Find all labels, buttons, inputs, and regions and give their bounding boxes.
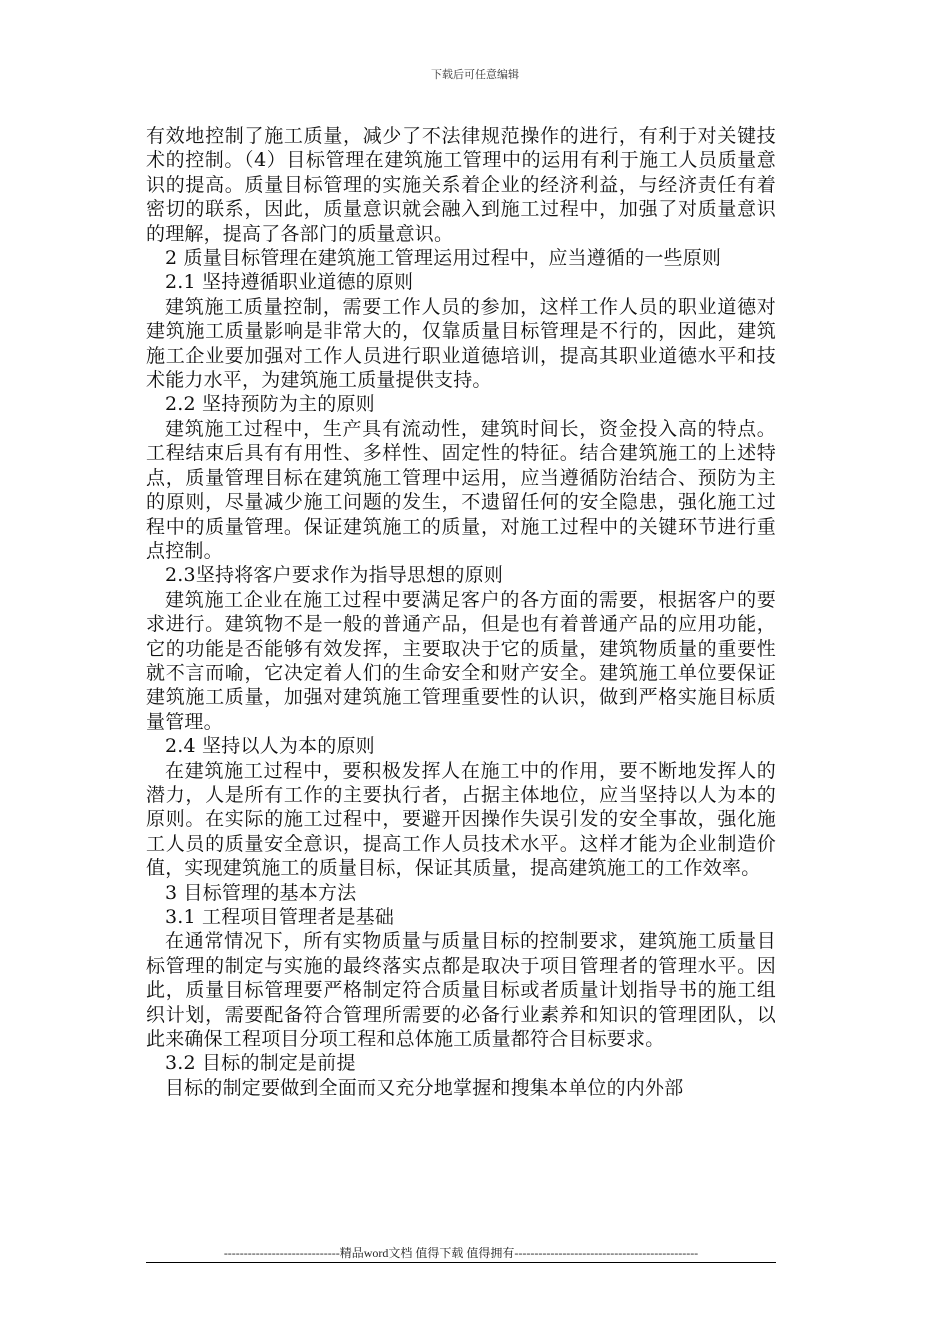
page-footer: -----------------------------精品word文档 值得下载 值得拥有---------------------------------------------- [223, 1246, 699, 1260]
heading-3-1: 3.1 工程项目管理者是基础 [165, 906, 395, 928]
heading-3-2: 3.2 目标的制定是前提 [165, 1052, 356, 1075]
document-body [146, 124, 776, 1100]
paragraph-2-1: 建筑施工质量控制，需要工作人员的参加，这样工作人员的职业道德对建筑施工质量影响是非常大的，仅靠质量目标管理是不行的，因此，建筑施工企业要加强对工作人员进行职业道德培训，提高其职业道德水平和技术能力水平，为建筑施工质量提供支持。 [146, 295, 776, 392]
heading-2-1: 2.1 坚持遵循职业道德的原则 [165, 271, 414, 294]
heading-2-4: 2.4 坚持以人为本的原则 [165, 735, 375, 758]
paragraph-2-4: 在建筑施工过程中，要积极发挥人在施工中的作用，要不断地发挥人的潜力，人是所有工作的主要执行者，占据主体地位，应当坚持以人为本的原则。在实际的施工过程中，要避开因操作失误引发的安全事故，强化施工人员的质量安全意识，提高工作人员技术水平。这样才能为企业制造价值，实现建筑施工的质量目标，保证其质量，提高建筑施工的工作效率。 [146, 759, 776, 880]
paragraph-2-3: 建筑施工企业在施工过程中要满足客户的各方面的需要，根据客户的要求进行。建筑物不是一般的普通产品，但是也有着普通产品的应用功能，它的功能是否能够有效发挥，主要取决于它的质量，建筑物质量的重要性就不言而喻，它决定着人们的生命安全和财产安全。建筑施工单位要保证建筑施工质量，加强对建筑施工管理重要性的认识，做到严格实施目标质量管理。 [146, 588, 776, 733]
heading-section-2: 2 质量目标管理在建筑施工管理运用过程中，应当遵循的一些原则 [165, 247, 722, 270]
heading-2-3: 2.3坚持将客户要求作为指导思想的原则 [165, 564, 504, 587]
heading-section-3: 3 目标管理的基本方法 [165, 881, 357, 904]
paragraph-3-2: 目标的制定要做到全面而又充分地掌握和搜集本单位的内外部 [165, 1076, 684, 1099]
paragraph-3-1: 在通常情况下，所有实物质量与质量目标的控制要求，建筑施工质量目标管理的制定与实施的最终落实点都是取决于项目管理者的管理水平。因此，质量目标管理要严格制定符合质量目标或者质量计划指导书的施工组织计划，需要配备符合管理所需要的必备行业素养和知识的管理团队，以此来确保工程项目分项工程和总体施工质量都符合目标要求。 [146, 930, 776, 1051]
paragraph-intro-continued: 有效地控制了施工质量，减少了不法律规范操作的进行，有利于对关键技术的控制。（4）目标管理在建筑施工管理中的运用有利于施工人员质量意识的提高。质量目标管理的实施关系着企业的经济利益，与经济责任有着密切的联系，因此，质量意识就会融入到施工过程中，加强了对质量意识的理解，提高了各部门的质量意识。 [146, 125, 776, 245]
paragraph-2-2: 建筑施工过程中，生产具有流动性，建筑时间长，资金投入高的特点。工程结束后具有有用性、多样性、固定性的特征。结合建筑施工的上述特点，质量管理目标在建筑施工管理中运用，应当遵循防治结合、预防为主的原则，尽量减少施工问题的发生，不遗留任何的安全隐患，强化施工过程中的质量管理。保证建筑施工的质量，对施工过程中的关键环节进行重点控制。 [146, 417, 776, 562]
footer-divider [146, 1262, 776, 1263]
heading-2-2: 2.2 坚持预防为主的原则 [165, 393, 375, 416]
page-header: 下载后可任意编辑 [431, 68, 519, 81]
